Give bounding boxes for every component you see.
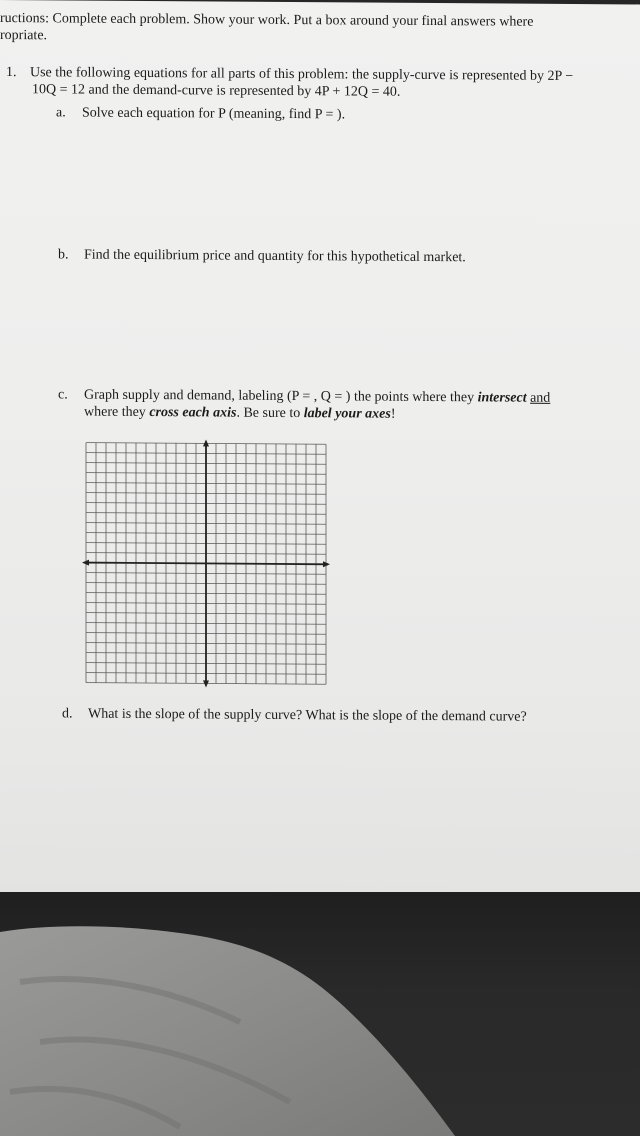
question-1-number: 1. xyxy=(6,65,17,81)
part-c-line-1: Graph supply and demand, labeling (P = , Q = ) the points where they intersect and xyxy=(84,387,551,406)
graph-grid[interactable] xyxy=(82,439,332,698)
question-1-text xyxy=(30,64,573,102)
x-axis xyxy=(84,563,328,565)
instructions-line-1: ructions: Complete each problem. Show your work. Put a box around your final answers where xyxy=(0,11,534,30)
part-b-text: Find the equilibrium price and quantity for this hypothetical market. xyxy=(84,247,466,266)
y-axis-arrow-up xyxy=(203,439,209,446)
instructions-line-2: ropriate. xyxy=(0,28,48,44)
x-axis-arrow-right xyxy=(323,561,330,567)
part-c-label: c. xyxy=(58,387,68,403)
part-b xyxy=(58,246,466,266)
part-d-label: d. xyxy=(62,706,73,722)
question-1-line-1: Use the following equations for all parts of this problem: the supply-curve is represented by 2P − xyxy=(30,65,574,85)
part-a xyxy=(56,104,345,123)
part-a-text: Solve each equation for P (meaning, find P = ). xyxy=(82,105,346,123)
y-axis-arrow-down xyxy=(203,680,209,687)
x-axis-arrow-left xyxy=(82,560,89,566)
fabric-blanket xyxy=(0,892,640,1136)
instructions xyxy=(0,10,533,48)
part-a-label: a. xyxy=(56,105,66,121)
coordinate-grid[interactable] xyxy=(82,439,332,693)
part-b-label: b. xyxy=(58,247,69,263)
question-1-line-2: 10Q = 12 and the demand-curve is represented by 4P + 12Q = 40. xyxy=(32,82,401,100)
part-c xyxy=(58,386,550,423)
part-c-line-2: where they cross each axis. Be sure to label your axes! xyxy=(84,404,396,422)
part-d-text: What is the slope of the supply curve? What is the slope of the demand curve? xyxy=(88,706,527,725)
part-d xyxy=(62,705,527,725)
